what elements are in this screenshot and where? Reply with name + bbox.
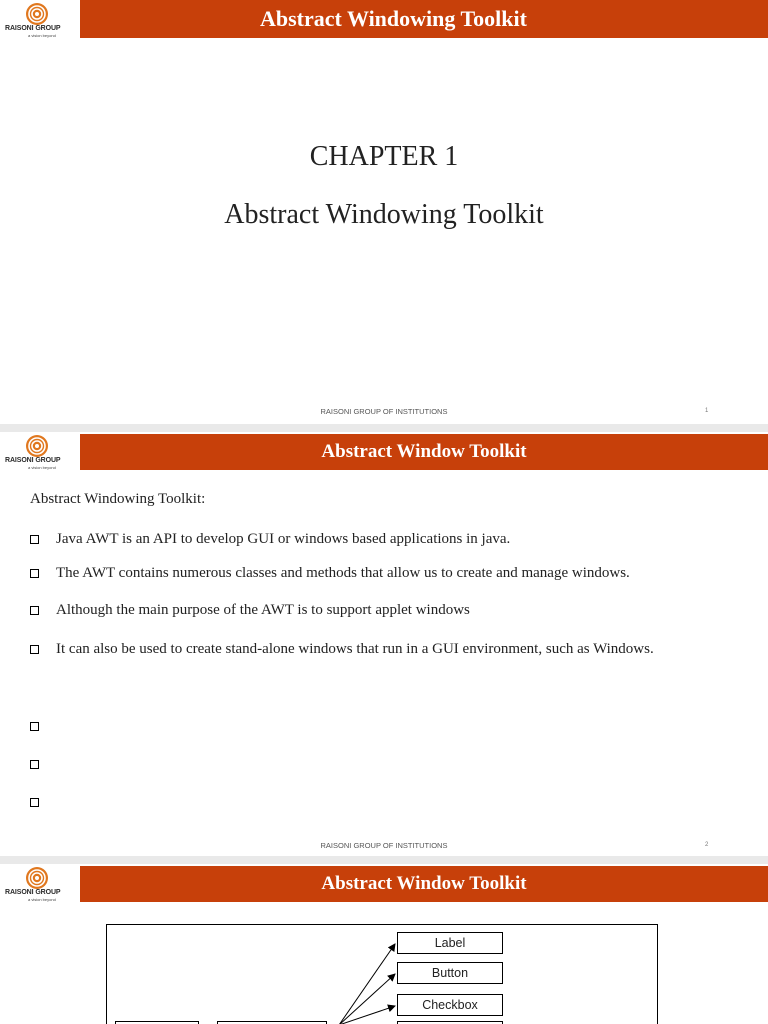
arrow-to-label	[339, 944, 395, 1024]
bullet-item	[30, 565, 740, 582]
raisoni-logo	[2, 864, 74, 902]
awt-hierarchy-diagram	[106, 924, 658, 1024]
spiral-logo-icon	[24, 434, 50, 458]
logo-brand: RAISONI GROUP	[5, 457, 61, 464]
bullet-text: It can also be used to create stand-alone windows that run in a GUI environment, such as Windows.	[56, 641, 654, 657]
banner-title: Abstract Window Toolkit	[80, 434, 768, 470]
spiral-logo-icon	[24, 2, 50, 26]
checkbox-bullet-icon	[30, 645, 39, 654]
diagram-node-checkbox: Checkbox	[397, 994, 503, 1016]
arrow-to-checkbox	[339, 1006, 395, 1024]
checkbox-bullet-icon	[30, 722, 39, 731]
diagram-arrows	[107, 925, 657, 1024]
banner-title: Abstract Windowing Toolkit	[80, 0, 768, 38]
logo-brand: RAISONI GROUP	[5, 889, 61, 896]
raisoni-logo	[2, 432, 74, 470]
bullet-item	[30, 630, 740, 668]
logo-tagline: a vision beyond	[28, 897, 56, 902]
slide-1	[0, 0, 768, 424]
bullet-item	[30, 602, 740, 619]
page-number: 1	[705, 408, 709, 414]
checkbox-bullet-icon	[30, 535, 39, 544]
bullet-item	[30, 531, 740, 548]
spiral-logo-icon	[24, 866, 50, 890]
intro-text: Abstract Windowing Toolkit:	[30, 491, 206, 507]
bullet-text: Java AWT is an API to develop GUI or windows based applications in java.	[56, 531, 511, 547]
arrow-to-button	[339, 974, 395, 1024]
checkbox-bullet-icon	[30, 760, 39, 769]
checkbox-bullet-icon	[30, 569, 39, 578]
banner-title: Abstract Window Toolkit	[80, 866, 768, 902]
logo-tagline: a vision beyond	[28, 465, 56, 470]
logo-tagline: a vision beyond	[28, 33, 56, 38]
chapter-title: Abstract Windowing Toolkit	[224, 199, 544, 230]
slide-3	[0, 864, 768, 1024]
logo-brand: RAISONI GROUP	[5, 25, 61, 32]
checkbox-bullet-icon	[30, 798, 39, 807]
checkbox-bullet-icon	[30, 606, 39, 615]
slide-2	[0, 432, 768, 856]
bullet-text: Although the main purpose of the AWT is to support applet windows	[56, 602, 470, 618]
bullet-text: The AWT contains numerous classes and methods that allow us to create and manage windows.	[56, 565, 630, 581]
chapter-label: CHAPTER 1	[309, 141, 459, 172]
footer-text: RAISONI GROUP OF INSTITUTIONS	[320, 841, 448, 850]
bullet-item	[30, 718, 740, 731]
bullet-item	[30, 756, 740, 769]
slide-separator	[0, 856, 768, 864]
bullet-item	[30, 794, 740, 807]
slide-separator	[0, 424, 768, 432]
diagram-node-button: Button	[397, 962, 503, 984]
footer-text: RAISONI GROUP OF INSTITUTIONS	[320, 407, 448, 416]
diagram-node-label: Label	[397, 932, 503, 954]
page-number: 2	[705, 842, 709, 848]
raisoni-logo	[2, 0, 74, 38]
